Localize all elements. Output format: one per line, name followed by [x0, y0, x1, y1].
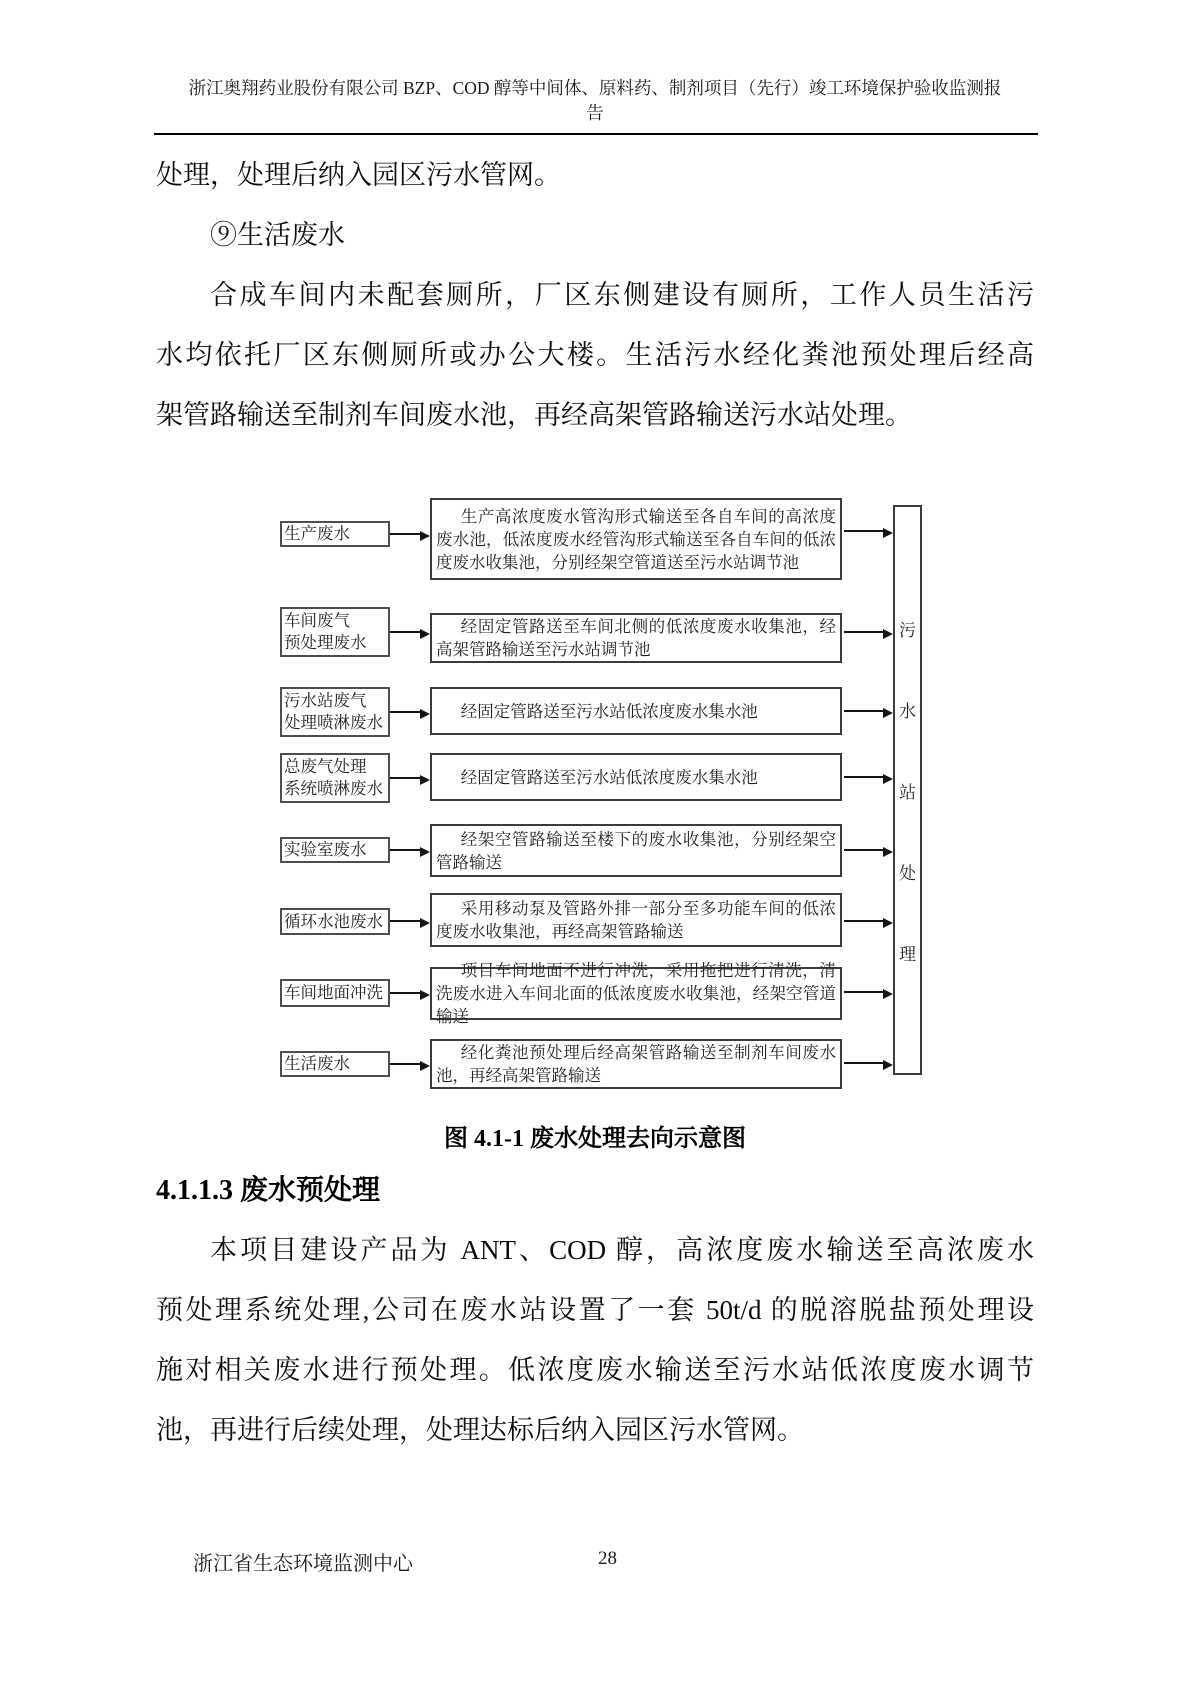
process-box [430, 824, 842, 877]
arrow-right-icon [844, 776, 883, 778]
process-text: 经固定管路送至污水站低浓度废水集水池 [460, 701, 758, 721]
sink-char: 处 [899, 863, 916, 883]
arrow-right-icon [844, 920, 883, 922]
sink-char: 水 [899, 701, 916, 721]
source-box-laboratory-wastewater [280, 837, 390, 863]
process-box [430, 1039, 842, 1089]
sink-box-sewage-station-treatment [893, 505, 922, 1075]
arrow-right-icon [390, 1063, 420, 1065]
source-box-circulating-pool-wastewater [280, 908, 390, 935]
arrow-right-icon [390, 992, 420, 994]
source-box-total-offgas-spray [280, 753, 390, 803]
source-box-workshop-floor-washing [280, 979, 390, 1007]
figure-caption: 图 4.1-1 废水处理去向示意图 [444, 1126, 746, 1152]
arrow-right-icon [390, 533, 420, 535]
source-box-production-wastewater [280, 521, 390, 547]
process-box [430, 753, 842, 801]
intro-line: 水均依托厂区东侧厕所或办公大楼。生活污水经化粪池预处理后经高 [156, 340, 1034, 370]
source-label: 系统喷淋废水 [284, 779, 383, 798]
source-label: 预处理废水 [284, 633, 367, 652]
arrow-right-icon [844, 849, 883, 851]
source-label: 总废气处理 [284, 757, 367, 776]
intro-line: 合成车间内未配套厕所，厂区东侧建设有厕所，工作人员生活污 [210, 280, 1034, 310]
arrow-right-icon [844, 710, 883, 712]
sink-char: 理 [899, 944, 916, 964]
section-line: 本项目建设产品为 ANT、COD 醇，高浓度废水输送至高浓废水 [210, 1235, 1034, 1265]
arrow-right-icon [390, 849, 420, 851]
process-text: 经固定管路送至污水站低浓度废水集水池 [460, 767, 758, 787]
source-box-sewage-station-spray [280, 687, 390, 737]
source-label: 循环水池废水 [284, 911, 383, 931]
process-box [430, 893, 842, 947]
arrow-right-icon [390, 711, 420, 713]
arrow-right-icon [844, 530, 883, 532]
arrow-right-icon [390, 920, 420, 922]
footer-organization: 浙江省生态环境监测中心 [193, 1553, 413, 1575]
section-heading: 4.1.1.3 废水预处理 [156, 1175, 381, 1206]
process-text: 项目车间地面不进行冲洗，采用拖把进行清洗，清洗废水进入车间北面的低浓度废水收集池，经架空管道输送 [436, 961, 836, 1026]
running-header-line1: 浙江奥翔药业股份有限公司 BZP、COD 醇等中间体、原料药、制剂项目（先行）竣工环境保护验收监测报 [188, 78, 1002, 98]
process-box [430, 498, 842, 580]
process-text: 采用移动泵及管路外排一部分至多功能车间的低浓度废水收集池，再经高架管路输送 [436, 899, 836, 941]
arrow-right-icon [844, 631, 883, 633]
process-text: 经固定管路送至车间北侧的低浓度废水收集池，经高架管路输送至污水站调节池 [436, 617, 836, 659]
source-label: 车间地面冲洗 [284, 983, 383, 1002]
process-box [430, 613, 842, 663]
arrow-right-icon [390, 631, 420, 633]
sink-char: 站 [899, 782, 916, 802]
process-box [430, 961, 842, 1026]
sink-char: 污 [899, 620, 916, 640]
section-line: 预处理系统处理,公司在废水站设置了一套 50t/d 的脱溶脱盐预处理设 [156, 1295, 1034, 1325]
source-label: 车间废气 [284, 611, 350, 630]
arrow-right-icon [390, 777, 420, 779]
intro-line: 架管路输送至制剂车间废水池，再经高架管路输送污水站处理。 [156, 400, 912, 430]
source-label: 处理喷淋废水 [284, 713, 383, 732]
process-text: 经架空管路输送至楼下的废水收集池，分别经架空管路输送 [436, 829, 836, 872]
source-label: 生产废水 [284, 524, 350, 543]
arrow-right-icon [844, 1062, 883, 1064]
header-rule [154, 133, 1038, 135]
source-label: 生活废水 [284, 1054, 350, 1073]
section-line: 施对相关废水进行预处理。低浓度废水输送至污水站低浓度废水调节 [156, 1355, 1034, 1385]
process-box [430, 687, 842, 735]
source-label: 实验室废水 [284, 840, 367, 859]
page-number: 28 [598, 1548, 617, 1569]
arrow-right-icon [844, 991, 883, 993]
section-paragraph [156, 1220, 1034, 1460]
intro-paragraphs [156, 145, 1034, 445]
intro-line: 处理，处理后纳入园区污水管网。 [156, 160, 561, 190]
source-label: 污水站废气 [284, 691, 367, 710]
intro-line: ⑨生活废水 [210, 220, 345, 250]
source-box-domestic-wastewater [280, 1051, 390, 1077]
process-text: 生产高浓度废水管沟形式输送至各自车间的高浓度废水池，低浓度废水经管沟形式输送至各自车间的低浓度废水收集池，分别经架空管道送至污水站调节池 [436, 506, 836, 572]
running-header-line2: 告 [586, 103, 604, 123]
section-line: 池，再进行后续处理，处理达标后纳入园区污水管网。 [156, 1415, 804, 1445]
running-header [154, 76, 1036, 126]
source-box-workshop-offgas-pretreat [280, 607, 390, 657]
process-text: 经化粪池预处理后经高架管路输送至制剂车间废水池，再经高架管路输送 [436, 1043, 836, 1085]
